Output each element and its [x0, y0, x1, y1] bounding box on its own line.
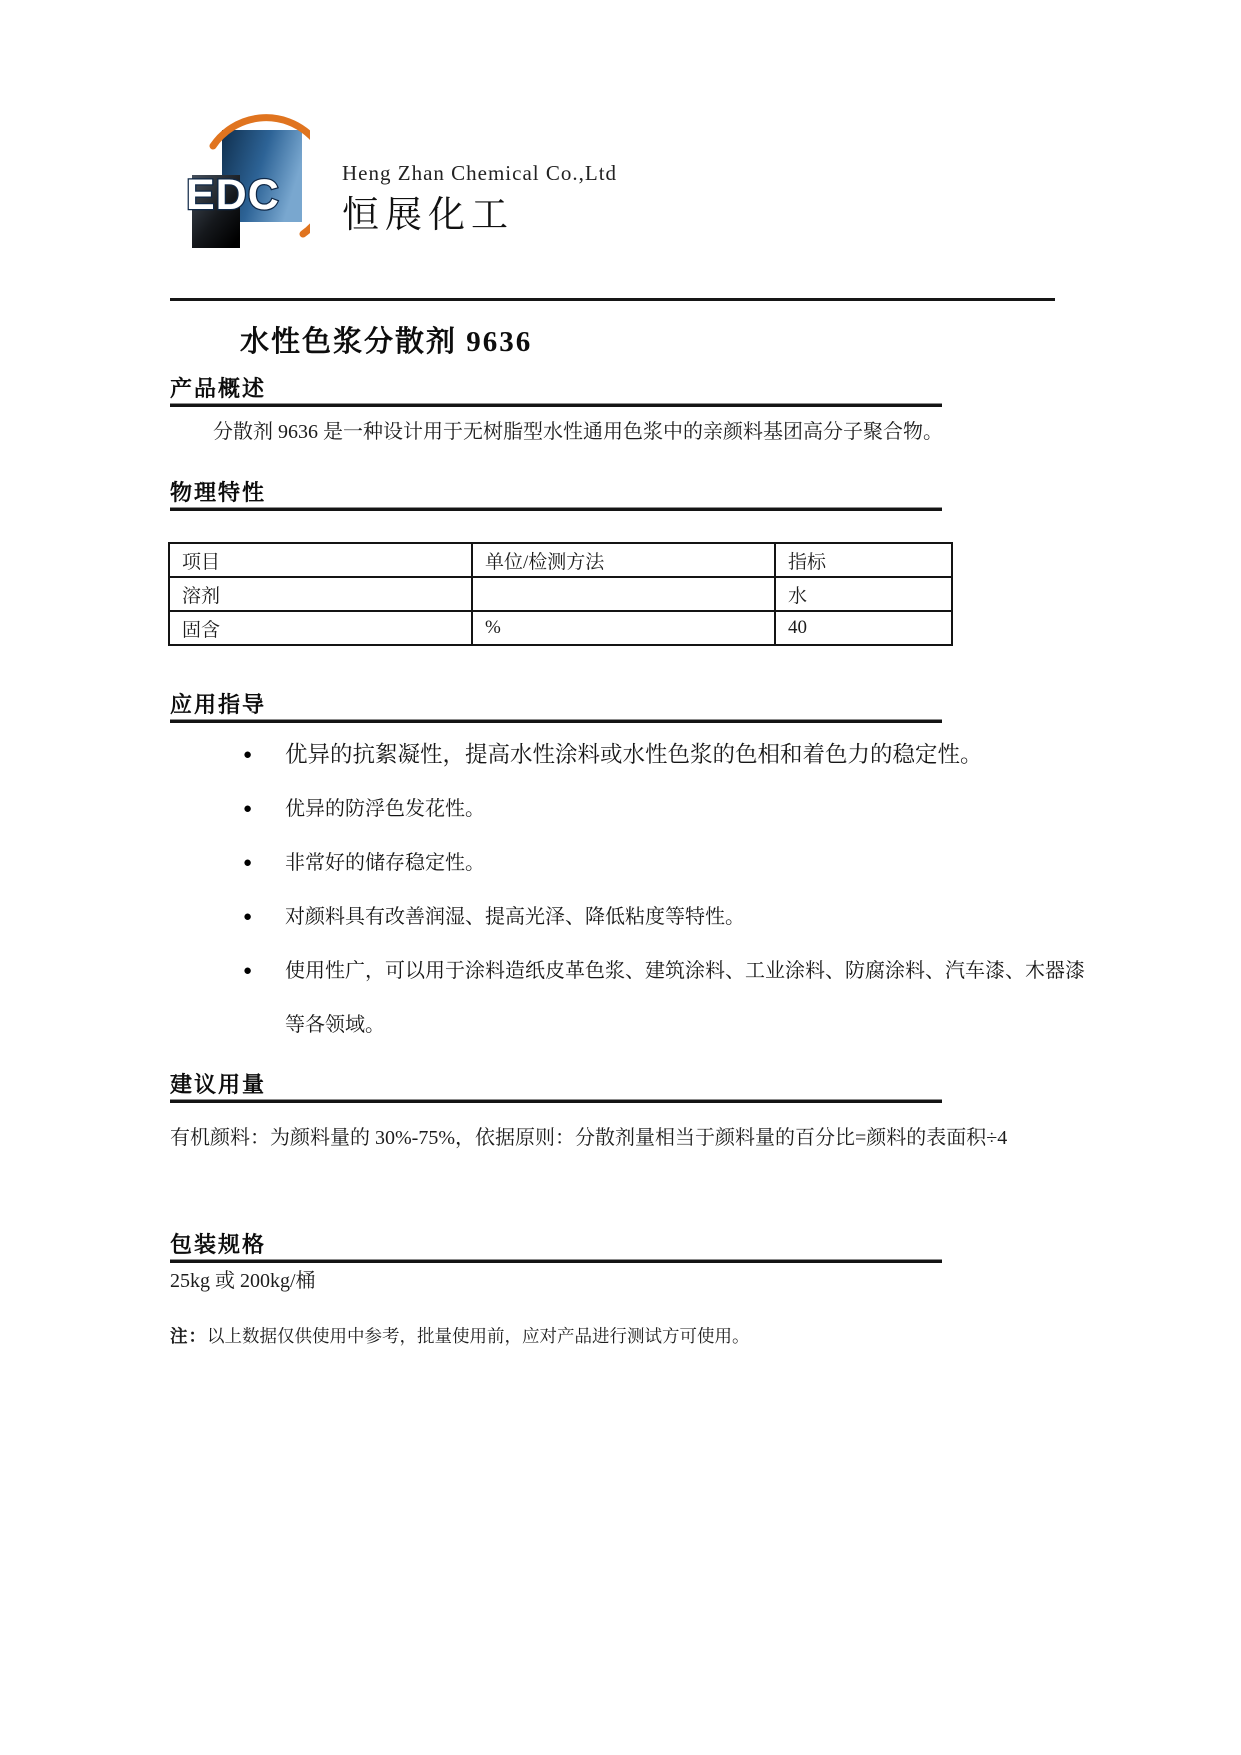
section-heading-packaging — [170, 1232, 942, 1263]
section-heading-dosage — [170, 1072, 942, 1103]
footnote-label: 注： — [170, 1326, 207, 1346]
bullet-text: 优异的抗絮凝性，提高水性涂料或水性色浆的色相和着色力的稳定性。 — [285, 742, 983, 767]
edc-logo-icon — [185, 112, 310, 248]
section-underline — [170, 403, 942, 407]
section-heading-text: 产品概述 — [170, 376, 267, 401]
bullet-icon: ● — [243, 963, 253, 979]
bullet-item — [240, 728, 1090, 782]
physical-properties-table — [168, 542, 953, 646]
bullet-icon: ● — [243, 747, 253, 763]
table-header-cell: 单位/检测方法 — [472, 543, 775, 577]
section-underline — [170, 1259, 942, 1263]
footnote-text: 以上数据仅供使用中参考，批量使用前，应对产品进行测试方可使用。 — [207, 1326, 750, 1346]
table-cell: 40 — [775, 611, 952, 645]
table-row — [169, 577, 952, 611]
logo-letters: EDC — [186, 171, 280, 219]
section-heading-physical — [170, 480, 942, 511]
dosage-body: 有机颜料：为颜料量的 30%-75%，依据原则：分散剂量相当于颜料量的百分比=颜料的表面积÷4 — [170, 1127, 1008, 1149]
bullet-text: 非常好的储存稳定性。 — [285, 852, 485, 874]
table-header-cell: 指标 — [775, 543, 952, 577]
footnote — [170, 1322, 1110, 1350]
table-cell: 固含 — [169, 611, 472, 645]
table-row — [169, 611, 952, 645]
section-heading-application — [170, 692, 942, 723]
application-bullet-list — [240, 728, 1090, 1052]
company-name — [342, 158, 617, 240]
section-heading-text: 物理特性 — [170, 480, 267, 505]
table-cell: 水 — [775, 577, 952, 611]
packaging-body: 25kg 或 200kg/桶 — [170, 1270, 316, 1292]
bullet-icon: ● — [243, 909, 253, 925]
header-divider — [170, 298, 1055, 301]
bullet-text: 使用性广，可以用于涂料造纸皮革色浆、建筑涂料、工业涂料、防腐涂料、汽车漆、木器漆等各领域。 — [285, 960, 1085, 1036]
table-header-row — [169, 543, 952, 577]
overview-body: 分散剂 9636 是一种设计用于无树脂型水性通用色浆中的亲颜料基团高分子聚合物。 — [213, 421, 943, 443]
page-title: 水性色浆分散剂 9636 — [240, 326, 533, 358]
table-cell: 溶剂 — [169, 577, 472, 611]
company-name-cn: 恒展化工 — [342, 195, 514, 236]
section-heading-overview — [170, 376, 942, 407]
table-cell: % — [472, 611, 775, 645]
table-cell — [472, 577, 775, 611]
edc-logo-svg — [185, 112, 310, 248]
section-underline — [170, 1099, 942, 1103]
table-header-cell: 项目 — [169, 543, 472, 577]
section-underline — [170, 507, 942, 511]
section-underline — [170, 719, 942, 723]
section-heading-text: 应用指导 — [170, 692, 267, 717]
bullet-text: 优异的防浮色发花性。 — [285, 798, 485, 820]
bullet-item — [240, 782, 1090, 836]
company-name-en: Heng Zhan Chemical Co.,Ltd — [342, 161, 618, 185]
bullet-text: 对颜料具有改善润湿、提高光泽、降低粘度等特性。 — [285, 906, 745, 928]
section-heading-text: 包装规格 — [170, 1232, 267, 1257]
bullet-item — [240, 836, 1090, 890]
bullet-item — [240, 890, 1090, 944]
bullet-icon: ● — [243, 801, 253, 817]
bullet-icon: ● — [243, 855, 253, 871]
bullet-item — [240, 944, 1090, 1052]
section-heading-text: 建议用量 — [170, 1072, 267, 1097]
